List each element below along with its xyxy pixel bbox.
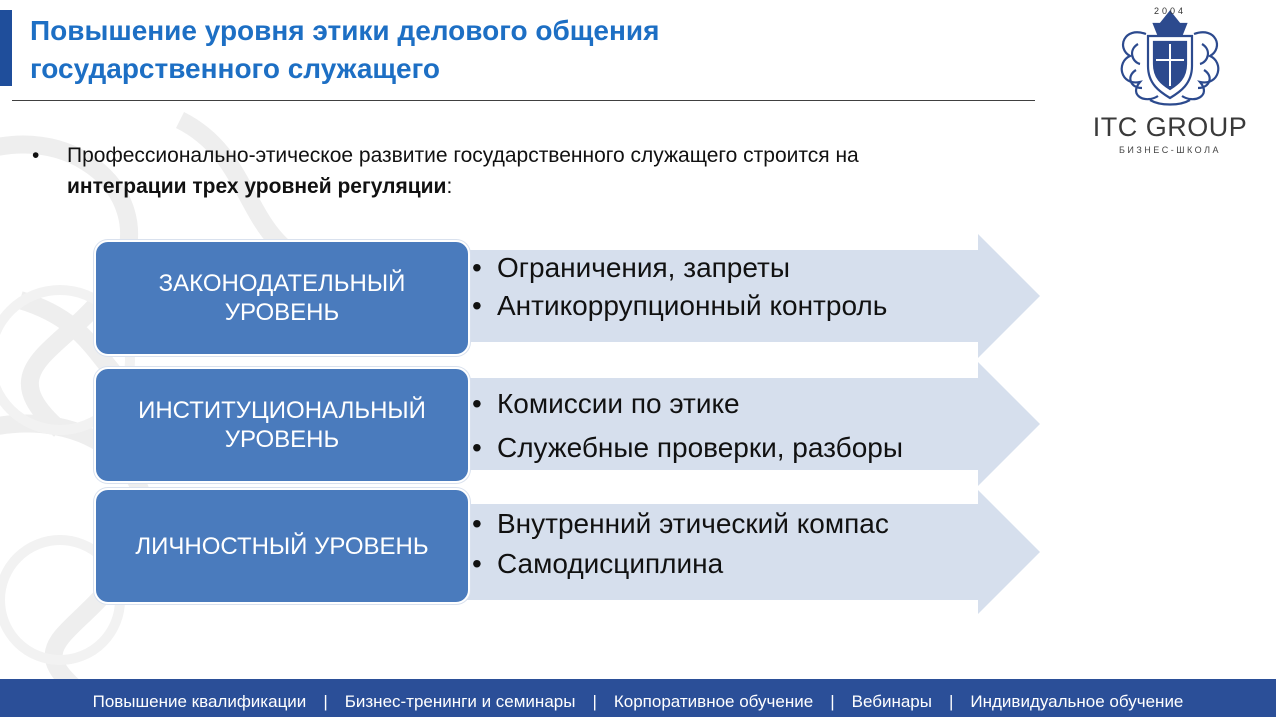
title-line-2: государственного служащего: [30, 53, 440, 84]
title-line-1: Повышение уровня этики делового общения: [30, 15, 660, 46]
title-accent-bar: [0, 10, 12, 86]
level-box: ЗАКОНОДАТЕЛЬНЫЙ УРОВЕНЬ: [94, 240, 470, 356]
bullet-icon: •: [472, 508, 482, 539]
arrow-shape: [440, 362, 1050, 486]
footer-bar: [0, 679, 1276, 717]
title-divider: [12, 100, 1035, 101]
list-item-text: Внутренний этический компас: [497, 508, 889, 539]
list-item-text: Служебные проверки, разборы: [497, 432, 903, 463]
footer-item-webinars: Вебинары: [851, 692, 932, 711]
footer-separator: |: [830, 692, 835, 711]
bullet-icon: •: [472, 432, 482, 463]
list-item: [472, 432, 903, 464]
level-box: ЛИЧНОСТНЫЙ УРОВЕНЬ: [94, 488, 470, 604]
logo-year: 2004: [1153, 6, 1187, 16]
footer-separator: |: [948, 692, 954, 711]
list-item-text: Комиссии по этике: [497, 388, 740, 419]
logo-name: ITC GROUP: [1092, 112, 1248, 142]
intro-text-bold: интеграции трех уровней регуляции: [67, 175, 447, 198]
level-box: ИНСТИТУЦИОНАЛЬНЫЙ УРОВЕНЬ: [94, 367, 470, 483]
bullet-icon: •: [472, 290, 482, 321]
footer-item-qualification: Повышение квалификации: [92, 692, 307, 711]
footer-item-corporate: Корпоративное обучение: [613, 692, 814, 711]
intro-text-end: :: [446, 175, 453, 198]
footer-separator: |: [323, 692, 328, 711]
list-item: [472, 290, 887, 322]
bullet-icon: •: [472, 548, 482, 579]
list-item: [472, 388, 740, 420]
list-item-text: Самодисциплина: [497, 548, 724, 579]
list-item: [472, 548, 723, 580]
footer-item-individual: Индивидуальное обучение: [970, 692, 1184, 711]
bullet-icon: •: [32, 144, 40, 167]
intro-text: [67, 140, 947, 202]
list-item-text: Ограничения, запреты: [497, 252, 790, 283]
logo-subtitle: БИЗНЕС-ШКОЛА: [1118, 145, 1221, 155]
list-item-text: Антикоррупционный контроль: [497, 290, 888, 321]
list-item: [472, 508, 889, 540]
footer-item-trainings: Бизнес-тренинги и семинары: [344, 692, 576, 711]
list-item: [472, 252, 790, 284]
footer-separator: |: [592, 692, 597, 711]
crest-icon: [1110, 4, 1230, 108]
intro-text-start: Профессионально-этическое развитие государственного служащего строится на: [67, 144, 859, 167]
slide-title: [30, 12, 930, 88]
bullet-icon: •: [472, 252, 482, 283]
itc-group-logo: [1080, 4, 1260, 156]
bullet-icon: •: [472, 388, 482, 419]
